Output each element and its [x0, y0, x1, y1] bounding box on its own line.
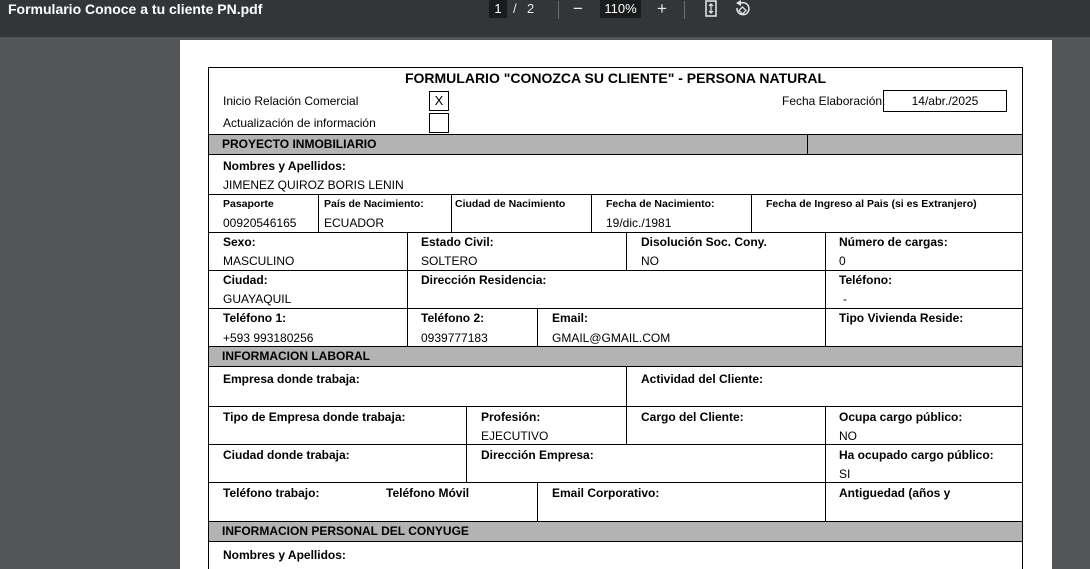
profesion-value: EJECUTIVO: [481, 429, 549, 443]
pdf-toolbar: [0, 0, 1090, 37]
page-separator: /: [513, 1, 517, 16]
email-value: GMAIL@GMAIL.COM: [552, 331, 671, 345]
zoom-level-input[interactable]: 110%: [600, 0, 641, 18]
telefono-trabajo-label: Teléfono trabajo:: [223, 486, 320, 500]
col-divider: [466, 406, 467, 444]
sexo-label: Sexo:: [223, 235, 256, 249]
col-divider: [751, 194, 752, 232]
telefono-label: Teléfono:: [839, 273, 893, 287]
numero-cargas-value: 0: [839, 254, 846, 268]
toolbar-divider: [684, 1, 685, 19]
ocupa-cargo-value: NO: [839, 429, 857, 443]
ha-ocupado-label: Ha ocupado cargo público:: [839, 448, 994, 462]
fecha-ingreso-label: Fecha de Ingreso al Pais (si es Extranjero): [766, 198, 977, 210]
antiguedad-label: Antiguedad (años y: [839, 486, 951, 500]
ciudad-label: Ciudad:: [223, 273, 268, 287]
estado-civil-label: Estado Civil:: [421, 235, 494, 249]
pasaporte-label: Pasaporte: [223, 198, 274, 210]
pasaporte-value: 00920546165: [223, 216, 297, 230]
fecha-elaboracion-value: 14/abr./2025: [883, 90, 1007, 112]
direccion-residencia-label: Dirección Residencia:: [421, 273, 547, 287]
telefono-movil-label: Teléfono Móvil: [386, 486, 470, 500]
profesion-label: Profesión:: [481, 410, 541, 424]
telefono1-value: +593 993180256: [223, 331, 314, 345]
actualizacion-checkbox[interactable]: [429, 113, 449, 133]
zoom-in-button[interactable]: +: [657, 0, 667, 18]
inicio-relacion-checkbox[interactable]: X: [429, 91, 449, 111]
section-informacion-laboral: INFORMACION LABORAL: [209, 346, 1022, 367]
form-title: FORMULARIO "CONOZCA SU CLIENTE" - PERSONA NATURAL: [404, 70, 827, 86]
section-divider: [807, 135, 808, 155]
col-divider: [537, 308, 538, 346]
col-divider: [407, 308, 408, 346]
estado-civil-value: SOLTERO: [421, 254, 478, 268]
telefono2-value: 0939777183: [421, 331, 488, 345]
email-corporativo-label: Email Corporativo:: [552, 486, 660, 500]
email-label: Email:: [552, 311, 589, 325]
disolucion-value: NO: [641, 254, 659, 268]
col-divider: [825, 482, 826, 521]
row-divider: [209, 308, 1022, 309]
direccion-empresa-label: Dirección Empresa:: [481, 448, 594, 462]
page-number-input[interactable]: 1: [489, 0, 507, 18]
conyuge-nombres-label: Nombres y Apellidos:: [223, 548, 346, 562]
inicio-relacion-label: Inicio Relación Comercial: [223, 94, 359, 108]
ciudad-nacimiento-label: Ciudad de Nacimiento: [455, 198, 566, 210]
zoom-out-button[interactable]: −: [573, 0, 583, 18]
page-total: 2: [527, 1, 535, 16]
fecha-nacimiento-value: 19/dic./1981: [606, 216, 672, 230]
tipo-vivienda-label: Tipo Vivienda Reside:: [839, 311, 964, 325]
col-divider: [626, 367, 627, 406]
row-divider: [209, 194, 1022, 195]
col-divider: [825, 270, 826, 308]
nombres-label: Nombres y Apellidos:: [223, 159, 346, 173]
col-divider: [825, 232, 826, 270]
col-divider: [451, 194, 452, 232]
fecha-elaboracion-label: Fecha Elaboración:: [782, 94, 886, 108]
ocupa-cargo-label: Ocupa cargo público:: [839, 410, 963, 424]
cargo-label: Cargo del Cliente:: [641, 410, 744, 424]
numero-cargas-label: Número de cargas:: [839, 235, 948, 249]
document-title: Formulario Conoce a tu cliente PN.pdf: [8, 1, 263, 17]
col-divider: [407, 270, 408, 308]
col-divider: [626, 406, 627, 444]
actividad-label: Actividad del Cliente:: [641, 372, 764, 386]
row-divider: [209, 444, 1022, 445]
col-divider: [825, 308, 826, 346]
fit-page-icon[interactable]: [703, 0, 719, 18]
col-divider: [591, 194, 592, 232]
rotate-icon[interactable]: [733, 0, 753, 18]
telefono1-label: Teléfono 1:: [223, 311, 287, 325]
actualizacion-label: Actualización de información: [223, 116, 376, 130]
col-divider: [318, 194, 319, 232]
fecha-nacimiento-label: Fecha de Nacimiento:: [606, 198, 715, 210]
toolbar-divider: [558, 1, 559, 19]
col-divider: [825, 406, 826, 444]
col-divider: [407, 232, 408, 270]
col-divider: [626, 232, 627, 270]
disolucion-label: Disolución Soc. Cony.: [641, 235, 767, 249]
row-divider: [209, 482, 1022, 483]
section-informacion-conyuge: INFORMACION PERSONAL DEL CONYUGE: [209, 521, 1022, 542]
ciudad-trabajo-label: Ciudad donde trabaja:: [223, 448, 350, 462]
col-divider: [537, 482, 538, 521]
row-divider: [209, 232, 1022, 233]
ciudad-value: GUAYAQUIL: [223, 292, 292, 306]
empresa-label: Empresa donde trabaja:: [223, 372, 360, 386]
telefono-value: -: [843, 292, 847, 306]
pais-nacimiento-label: País de Nacimiento:: [324, 198, 424, 210]
tipo-empresa-label: Tipo de Empresa donde trabaja:: [223, 410, 406, 424]
row-divider: [209, 406, 1022, 407]
ha-ocupado-value: SI: [839, 467, 851, 481]
nombres-value: JIMENEZ QUIROZ BORIS LENIN: [223, 178, 404, 192]
telefono2-label: Teléfono 2:: [421, 311, 485, 325]
section-proyecto-inmobiliario: PROYECTO INMOBILIARIO: [209, 134, 1022, 155]
row-divider: [209, 270, 1022, 271]
col-divider: [466, 444, 467, 482]
col-divider: [825, 444, 826, 482]
sexo-value: MASCULINO: [223, 254, 295, 268]
pais-nacimiento-value: ECUADOR: [324, 216, 385, 230]
